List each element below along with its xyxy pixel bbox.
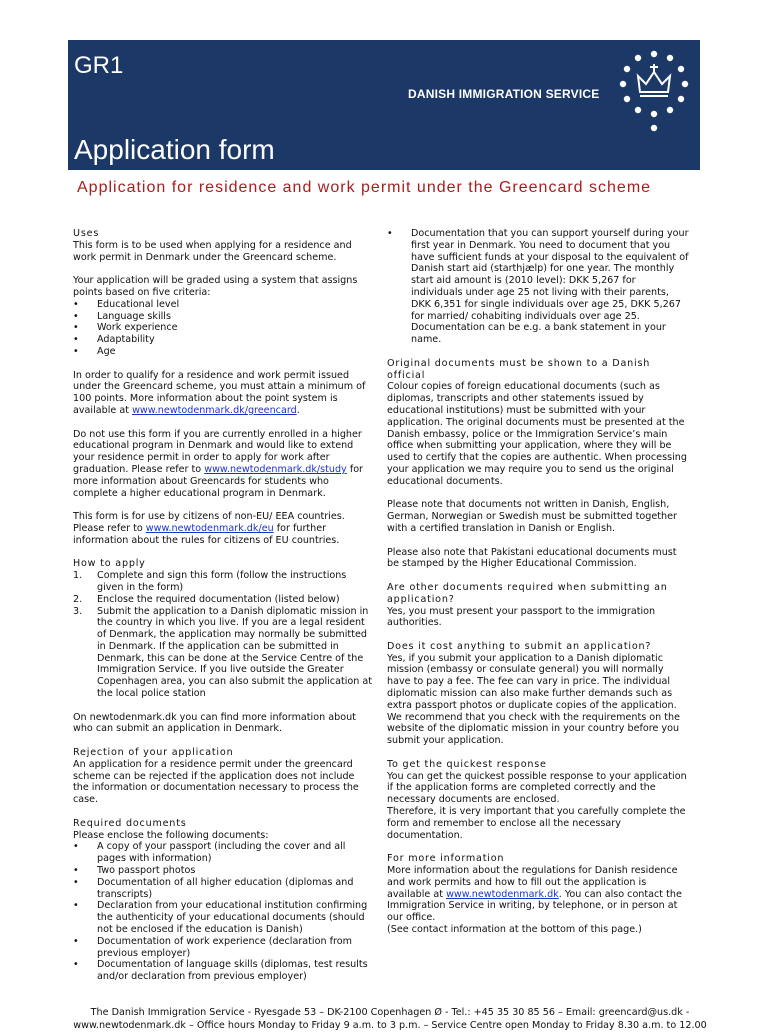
other-docs-heading: Are other documents required when submitting an application?	[387, 581, 668, 605]
step-number: 3.	[73, 605, 83, 617]
left-column	[73, 228, 373, 995]
list-item: • Educational level	[73, 299, 373, 311]
enrolled-paragraph	[73, 429, 373, 500]
more-info-text: On newtodenmark.dk you can find more information about who can submit an application in Denmark.	[73, 711, 356, 735]
step-text: Submit the application to a Danish diplomatic mission in the country in which you live. If you are a legal resident of Denmark, the application may normally be submitted in Denmark. If the application can be submitted in Denmark, this can be done at the Service Centre of the Immigration Service. If you live outside the Greater Copenhagen area, you can also submit the application at the local police station	[97, 605, 373, 700]
noneu-text-2: for further information about the rules for citizens of EU countries.	[73, 522, 340, 546]
study-link[interactable]: www.newtodenmark.dk/study	[204, 463, 347, 475]
newtodenmark-link[interactable]: www.newtodenmark.dk	[446, 888, 559, 900]
quick-heading: To get the quickest response	[387, 758, 547, 770]
required-heading: Required documents	[73, 817, 187, 829]
list-item: • Work experience	[73, 322, 373, 334]
noneu-text: This form is for use by citizens of non-EU/ EEA countries. Please refer to	[73, 511, 345, 534]
list-item: • Documentation that you can support yourself during your first year in Denmark. You need to document that you have sufficient funds at your disposal to the equivalent of Danish start aid (starthjælp) for one year. The monthly start aid amount is (2010 level): DKK 5,267 for individuals under age 25 not living with their parents, DKK 6,351 for single individuals over age 25, DKK 5,267 for married/ cohabiting individuals over age 25. Documentation can be e.g. a bank statement in your name.	[387, 228, 689, 346]
page-footer	[70, 1006, 710, 1032]
list-item: • A copy of your passport (including the cover and all pages with information)	[73, 841, 373, 865]
list-item	[73, 570, 373, 594]
enrolled-text-2: for more information about Greencards for students who complete a higher educational program in Denmark.	[73, 463, 364, 499]
right-column	[387, 228, 689, 948]
info-text-3: (See contact information at the bottom of this page.)	[387, 924, 642, 936]
footer-line-1: The Danish Immigration Service - Ryesgade 53 – DK-2100 Copenhagen Ø - Tel.: +45 35 30 85 56 – Email: greencard@us.dk -	[90, 1007, 690, 1018]
how-steps-list	[73, 570, 373, 700]
original-text: Colour copies of foreign educational documents (such as diplomas, transcripts and other statements issued by educational institutions) must be submitted with your application. The original documents must be presented at the Danish embassy, police or the Immigration Service’s main office when submitting your application, where they will be used to certify that the copies are authentic. When processing your application we may require you to send us the original educational documents.	[387, 381, 687, 487]
required-list	[73, 841, 373, 983]
original-heading: Original documents must be shown to a Danish official	[387, 357, 651, 381]
info-heading: For more information	[387, 853, 505, 865]
enrolled-text: Do not use this form if you are currently enrolled in a higher educational program in Denmark and would like to extend your residence permit in order to apply for work after graduation. Please refer to	[73, 428, 362, 475]
qualify-paragraph: In order to qualify for a residence and work permit issued under the Greencard scheme, you must attain a minimum of 100 points. More information about the point system is available at www.newtodenmark.dk/greencard.	[73, 369, 366, 416]
footer-line-2: www.newtodenmark.dk – Office hours Monday to Friday 9 a.m. to 3 p.m. – Service Centre open Monday to Friday 8.30 a.m. to 12.00	[73, 1020, 707, 1031]
greencard-link[interactable]: www.newtodenmark.dk/greencard	[132, 404, 297, 416]
eu-link[interactable]: www.newtodenmark.dk/eu	[145, 522, 274, 534]
step-number: 2.	[73, 593, 83, 605]
list-item: • Declaration from your educational institution confirming the authenticity of your educational documents (should not be enclosed if the education is Danish)	[73, 900, 373, 935]
list-item: • Documentation of all higher education (diplomas and transcripts)	[73, 877, 373, 901]
qualify-text: In order to qualify for a residence and work permit issued under the Greencard scheme, you must attain a minimum of 100 points. More information about the point system is available at	[73, 369, 366, 416]
noneu-paragraph	[73, 511, 373, 546]
info-text-2: . You can also contact the Immigration Service in writing, by telephone, or in person at our office.	[387, 888, 682, 924]
how-heading: How to apply	[73, 558, 146, 570]
step-text: Complete and sign this form (follow the instructions given in the form)	[97, 570, 347, 593]
form-code: GR1	[74, 52, 124, 79]
grading-text: Your application will be graded using a system that assigns points based on five criteria:	[73, 275, 358, 298]
rejection-text: An application for a residence permit under the greencard scheme can be rejected if the application does not include the information or documentation necessary to process the case.	[73, 758, 359, 806]
required-intro: Please enclose the following documents:	[73, 829, 269, 841]
list-item: • Two passport photos	[73, 865, 373, 877]
page-title: Application form	[74, 134, 275, 165]
criteria-list	[73, 299, 373, 358]
uses-text: This form is to be used when applying for a residence and work permit in Denmark under the Greencard scheme.	[73, 239, 352, 263]
quick-text-2: Therefore, it is very important that you carefully complete the form and remember to enclose all the necessary documentation.	[387, 806, 686, 841]
step-number: 1.	[73, 570, 83, 582]
agency-name: DANISH IMMIGRATION SERVICE	[408, 87, 600, 101]
info-text: More information about the regulations for Danish residence and work permits and how to fill out the application is available at	[387, 865, 678, 900]
list-item: • Language skills	[73, 311, 373, 323]
list-item: • Age	[73, 346, 373, 358]
uses-heading: Uses	[73, 228, 100, 239]
list-item: • Documentation of work experience (declaration from previous employer)	[73, 936, 373, 960]
quick-text: You can get the quickest possible response to your application if the application forms are completed correctly and the necessary documents are enclosed.	[387, 770, 687, 806]
form-subtitle: Application for residence and work permit under the Greencard scheme	[77, 179, 652, 196]
list-item: • Documentation of language skills (diplomas, test results and/or declaration from previous employer)	[73, 959, 373, 983]
other-docs-text: Yes, you must present your passport to the immigration authorities.	[387, 605, 656, 629]
crown-logo-icon	[618, 48, 690, 142]
header-banner	[68, 40, 700, 170]
step-text: Enclose the required documentation (listed below)	[97, 593, 340, 605]
info-paragraph	[387, 865, 689, 924]
list-item	[73, 594, 373, 606]
translation-text: Please note that documents not written in Danish, English, German, Norwegian or Swedish must be submitted together with a certified translation in Danish or English.	[387, 499, 677, 534]
pakistani-text: Please also note that Pakistani educational documents must be stamped by the Higher Educational Commission.	[387, 546, 677, 570]
list-item: • Adaptability	[73, 334, 373, 346]
list-item	[73, 606, 373, 700]
cost-text: Yes, if you submit your application to a Danish diplomatic mission (embassy or consulate general) you will normally have to pay a fee. The fee can vary in price. The individual diplomatic mission can also make further demands such as extra passport photos or duplicate copies of the application. We recommend that you check with the requirements on the website of the diplomatic mission in your country before you submit your application.	[387, 652, 681, 747]
support-list	[387, 228, 689, 346]
rejection-heading: Rejection of your application	[73, 747, 234, 759]
cost-heading: Does it cost anything to submit an application?	[387, 640, 652, 652]
